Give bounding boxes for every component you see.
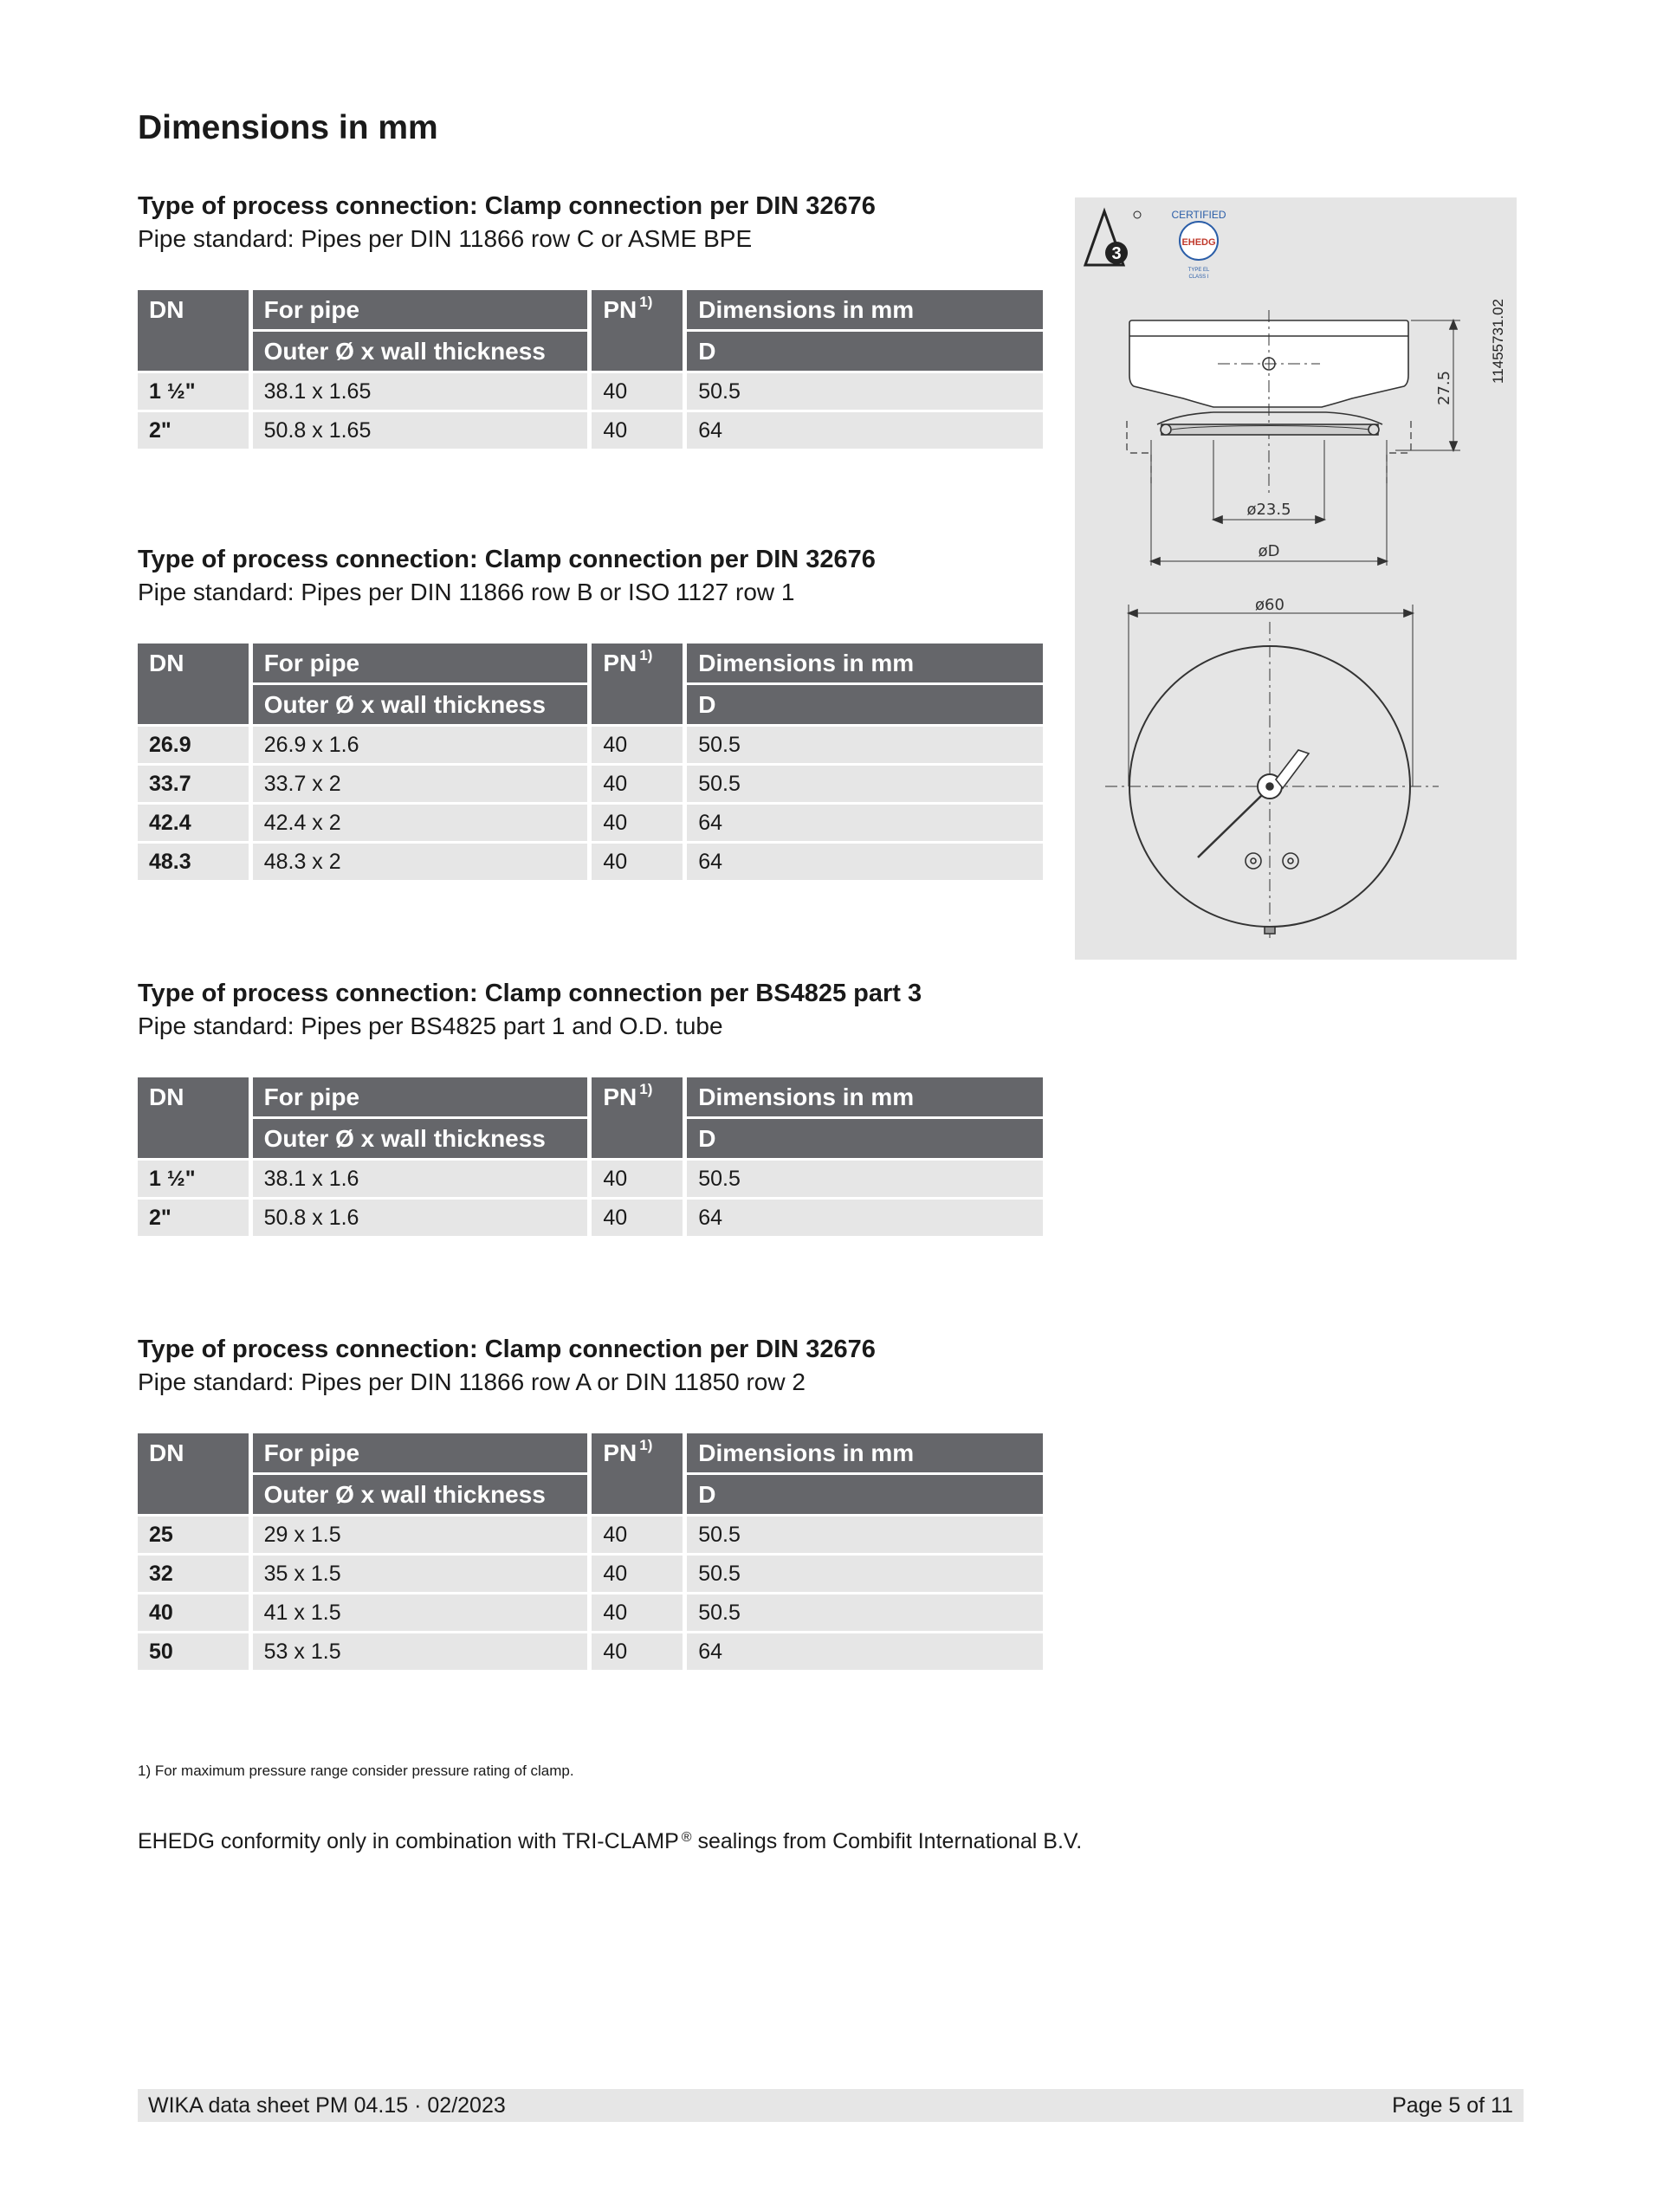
- cell-pn: 40: [592, 727, 683, 763]
- cell-dn: 2": [138, 1200, 249, 1236]
- col-header-dn: DN: [138, 644, 249, 724]
- table-row: [138, 1633, 1043, 1670]
- cell-pipe: 41 x 1.5: [253, 1594, 588, 1631]
- cell-pn: 40: [592, 1556, 683, 1592]
- cell-pipe: 48.3 x 2: [253, 844, 588, 880]
- cell-dn: 48.3: [138, 844, 249, 880]
- cell-pn: 40: [592, 1594, 683, 1631]
- col-header-dn: DN: [138, 290, 249, 371]
- cell-pn: 40: [592, 1200, 683, 1236]
- table-row: [138, 805, 1043, 841]
- table-row: [138, 373, 1043, 410]
- table-row: [138, 1161, 1043, 1197]
- technical-drawing: [1075, 197, 1517, 960]
- cell-pn: 40: [592, 373, 683, 410]
- dim-height-label: 27.5: [1435, 370, 1453, 405]
- section-subheading: Pipe standard: Pipes per DIN 11866 row B or ISO 1127 row 1: [138, 579, 795, 605]
- col-header-d: D: [687, 685, 1043, 724]
- cell-dn: 32: [138, 1556, 249, 1592]
- footnote: 1) For maximum pressure range consider pressure rating of clamp.: [138, 1762, 574, 1779]
- cell-d: 50.5: [687, 1161, 1043, 1197]
- section-heading: Type of process connection: Clamp connection per DIN 32676: [138, 1336, 876, 1363]
- cell-dn: 1 ½": [138, 1161, 249, 1197]
- dimensions-table: [133, 1431, 1047, 1672]
- cell-dn: 50: [138, 1633, 249, 1670]
- col-header-d: D: [687, 332, 1043, 371]
- col-header-outer: Outer Ø x wall thickness: [253, 685, 588, 724]
- col-header-outer: Outer Ø x wall thickness: [253, 1119, 588, 1158]
- col-header-outer: Outer Ø x wall thickness: [253, 332, 588, 371]
- col-header-pn: PN $^{1)}$: [592, 1433, 683, 1514]
- drawing-number: 11455731.02: [1490, 298, 1506, 384]
- col-header-dn: DN: [138, 1433, 249, 1514]
- cell-pn: 40: [592, 1161, 683, 1197]
- col-header-for-pipe: For pipe: [253, 644, 588, 682]
- cell-pipe: 29 x 1.5: [253, 1517, 588, 1553]
- footer-page-number: Page 5 of 11: [1392, 2093, 1513, 2118]
- cell-pn: 40: [592, 412, 683, 449]
- cell-dn: 2": [138, 412, 249, 449]
- table-row: [138, 1517, 1043, 1553]
- dim-outer-label: ø60: [1255, 596, 1284, 614]
- table-row: [138, 1200, 1043, 1236]
- cert-type-label: TYPE EL: [1187, 268, 1210, 273]
- section-bs4825: [138, 977, 1047, 1239]
- cell-pipe: 38.1 x 1.65: [253, 373, 588, 410]
- section-heading: Type of process connection: Clamp connection per DIN 32676: [138, 546, 876, 573]
- section-subheading: Pipe standard: Pipes per DIN 11866 row A or DIN 11850 row 2: [138, 1368, 806, 1395]
- cell-pipe: 50.8 x 1.65: [253, 412, 588, 449]
- front-view: [1105, 605, 1439, 942]
- col-header-dimensions: Dimensions in mm: [687, 1077, 1043, 1116]
- section-din32676-row-c: [138, 190, 1047, 451]
- cell-pipe: 35 x 1.5: [253, 1556, 588, 1592]
- section-subheading: Pipe standard: Pipes per DIN 11866 row C or ASME BPE: [138, 225, 753, 252]
- cell-dn: 1 ½": [138, 373, 249, 410]
- cell-pipe: 53 x 1.5: [253, 1633, 588, 1670]
- section-subheading: Pipe standard: Pipes per BS4825 part 1 and O.D. tube: [138, 1012, 723, 1039]
- cell-d: 64: [687, 844, 1043, 880]
- section-heading: Type of process connection: Clamp connection per DIN 32676: [138, 192, 876, 220]
- cell-d: 50.5: [687, 373, 1043, 410]
- a3-label: 3: [1111, 244, 1122, 263]
- col-header-dimensions: Dimensions in mm: [687, 290, 1043, 329]
- cell-d: 64: [687, 1200, 1043, 1236]
- cell-d: 64: [687, 412, 1043, 449]
- col-header-for-pipe: For pipe: [253, 1433, 588, 1472]
- col-header-pn: PN $^{1)}$: [592, 1077, 683, 1158]
- cell-pn: 40: [592, 844, 683, 880]
- footnote-ref: 1): [639, 647, 653, 663]
- page-title: Dimensions in mm: [138, 109, 438, 146]
- ehedg-note: EHEDG conformity only in combination with TRI-CLAMP ® sealings from Combifit International B.V.: [138, 1829, 1083, 1853]
- col-header-dn: DN: [138, 1077, 249, 1158]
- cell-dn: 33.7: [138, 766, 249, 802]
- cert-class-label: CLASS I: [1188, 275, 1209, 280]
- cell-dn: 25: [138, 1517, 249, 1553]
- cell-d: 64: [687, 805, 1043, 841]
- cert-logo-label: EHEDG: [1181, 237, 1216, 248]
- table-row: [138, 412, 1043, 449]
- col-header-outer: Outer Ø x wall thickness: [253, 1475, 588, 1514]
- col-header-pn: PN $^{1)}$: [592, 644, 683, 724]
- dim-inner-label: ø23.5: [1246, 501, 1291, 519]
- cell-d: 50.5: [687, 1594, 1043, 1631]
- cell-pn: 40: [592, 1517, 683, 1553]
- col-header-for-pipe: For pipe: [253, 1077, 588, 1116]
- section-din32676-row-b: [138, 543, 1047, 883]
- side-view: [1127, 310, 1460, 566]
- cell-pipe: 38.1 x 1.6: [253, 1161, 588, 1197]
- col-header-dimensions: Dimensions in mm: [687, 644, 1043, 682]
- cell-d: 50.5: [687, 727, 1043, 763]
- dim-d-label: øD: [1258, 542, 1280, 560]
- dimensions-table: [133, 288, 1047, 451]
- section-heading: Type of process connection: Clamp connection per BS4825 part 3: [138, 980, 922, 1007]
- cell-dn: 42.4: [138, 805, 249, 841]
- table-row: [138, 1594, 1043, 1631]
- cell-d: 64: [687, 1633, 1043, 1670]
- cell-pipe: 42.4 x 2: [253, 805, 588, 841]
- col-header-pn: PN $^{1)}$: [592, 290, 683, 371]
- table-row: [138, 844, 1043, 880]
- table-row: [138, 766, 1043, 802]
- cell-pipe: 50.8 x 1.6: [253, 1200, 588, 1236]
- cell-dn: 26.9: [138, 727, 249, 763]
- cell-pipe: 26.9 x 1.6: [253, 727, 588, 763]
- cell-d: 50.5: [687, 766, 1043, 802]
- col-header-dimensions: Dimensions in mm: [687, 1433, 1043, 1472]
- cell-pn: 40: [592, 805, 683, 841]
- ehedg-certified-icon: [1171, 209, 1226, 280]
- cell-dn: 40: [138, 1594, 249, 1631]
- section-din32676-row-a: [138, 1333, 1047, 1672]
- table-row: [138, 1556, 1043, 1592]
- page-footer: [138, 2089, 1524, 2122]
- dimensions-table: [133, 1075, 1047, 1239]
- 3a-mark-icon: [1085, 211, 1141, 265]
- footer-doc-id: WIKA data sheet PM 04.15 · 02/2023: [148, 2093, 506, 2118]
- col-header-d: D: [687, 1475, 1043, 1514]
- cert-top-label: CERTIFIED: [1171, 209, 1226, 221]
- cell-d: 50.5: [687, 1556, 1043, 1592]
- footnote-ref: 1): [639, 1437, 653, 1453]
- footnote-ref: 1): [639, 294, 653, 310]
- cell-pipe: 33.7 x 2: [253, 766, 588, 802]
- cell-d: 50.5: [687, 1517, 1043, 1553]
- cell-pn: 40: [592, 766, 683, 802]
- dimensions-table: [133, 641, 1047, 883]
- table-row: [138, 727, 1043, 763]
- col-header-d: D: [687, 1119, 1043, 1158]
- footnote-ref: 1): [639, 1081, 653, 1097]
- registered-mark: ®: [681, 1830, 692, 1845]
- cell-pn: 40: [592, 1633, 683, 1670]
- col-header-for-pipe: For pipe: [253, 290, 588, 329]
